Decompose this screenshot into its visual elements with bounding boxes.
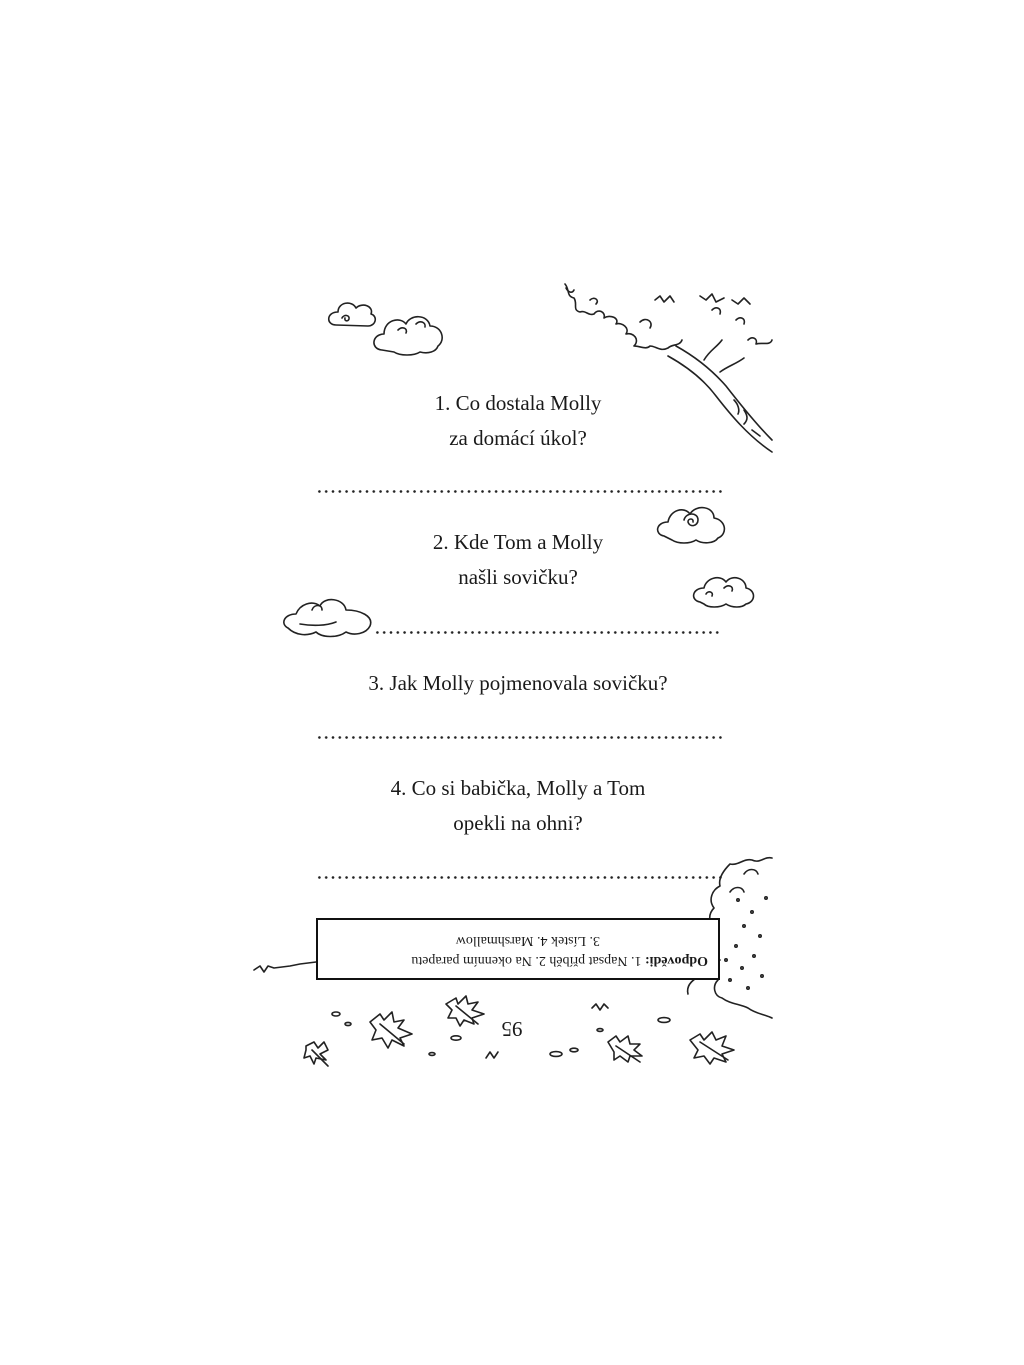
cloud-icon xyxy=(284,600,371,637)
question-1-line-1: 1. Co dostala Molly xyxy=(434,391,602,415)
answer-key-line-2: 3. Lístek 4. Marshmallow xyxy=(455,933,600,948)
answer-line-3[interactable] xyxy=(316,736,722,739)
question-4 xyxy=(318,771,718,841)
answer-line-1[interactable] xyxy=(316,490,722,493)
question-2-line-2: našli sovičku? xyxy=(458,565,578,589)
question-3 xyxy=(318,666,718,701)
question-2-line-1: 2. Kde Tom a Molly xyxy=(432,530,604,554)
cloud-icon xyxy=(374,317,442,355)
maple-leaf-icon xyxy=(608,1036,642,1062)
answer-line-2[interactable] xyxy=(374,631,722,634)
question-2 xyxy=(318,525,718,595)
answer-key-label: Odpovědi: xyxy=(644,953,708,968)
maple-leaf-icon xyxy=(370,1012,412,1048)
page-number: 95 xyxy=(501,1017,523,1041)
maple-leaf-icon xyxy=(690,1032,734,1064)
maple-leaf-icon xyxy=(304,1042,328,1066)
answer-line-4[interactable] xyxy=(316,876,722,879)
question-1 xyxy=(318,386,718,456)
question-4-line-1: 4. Co si babička, Molly a Tom xyxy=(390,776,646,800)
cloud-icon xyxy=(329,303,376,326)
answer-key-text-1: 1. Napsat příběh 2. Na okenním parapetu xyxy=(411,953,645,968)
maple-leaf-icon xyxy=(446,996,484,1026)
question-4-line-2: opekli na ohni? xyxy=(453,811,583,835)
question-1-line-2: za domácí úkol? xyxy=(449,426,587,450)
answer-key-line-1 xyxy=(328,950,708,970)
answer-key-box xyxy=(316,918,720,980)
question-3-line-1: 3. Jak Molly pojmenovala sovičku? xyxy=(368,671,668,695)
